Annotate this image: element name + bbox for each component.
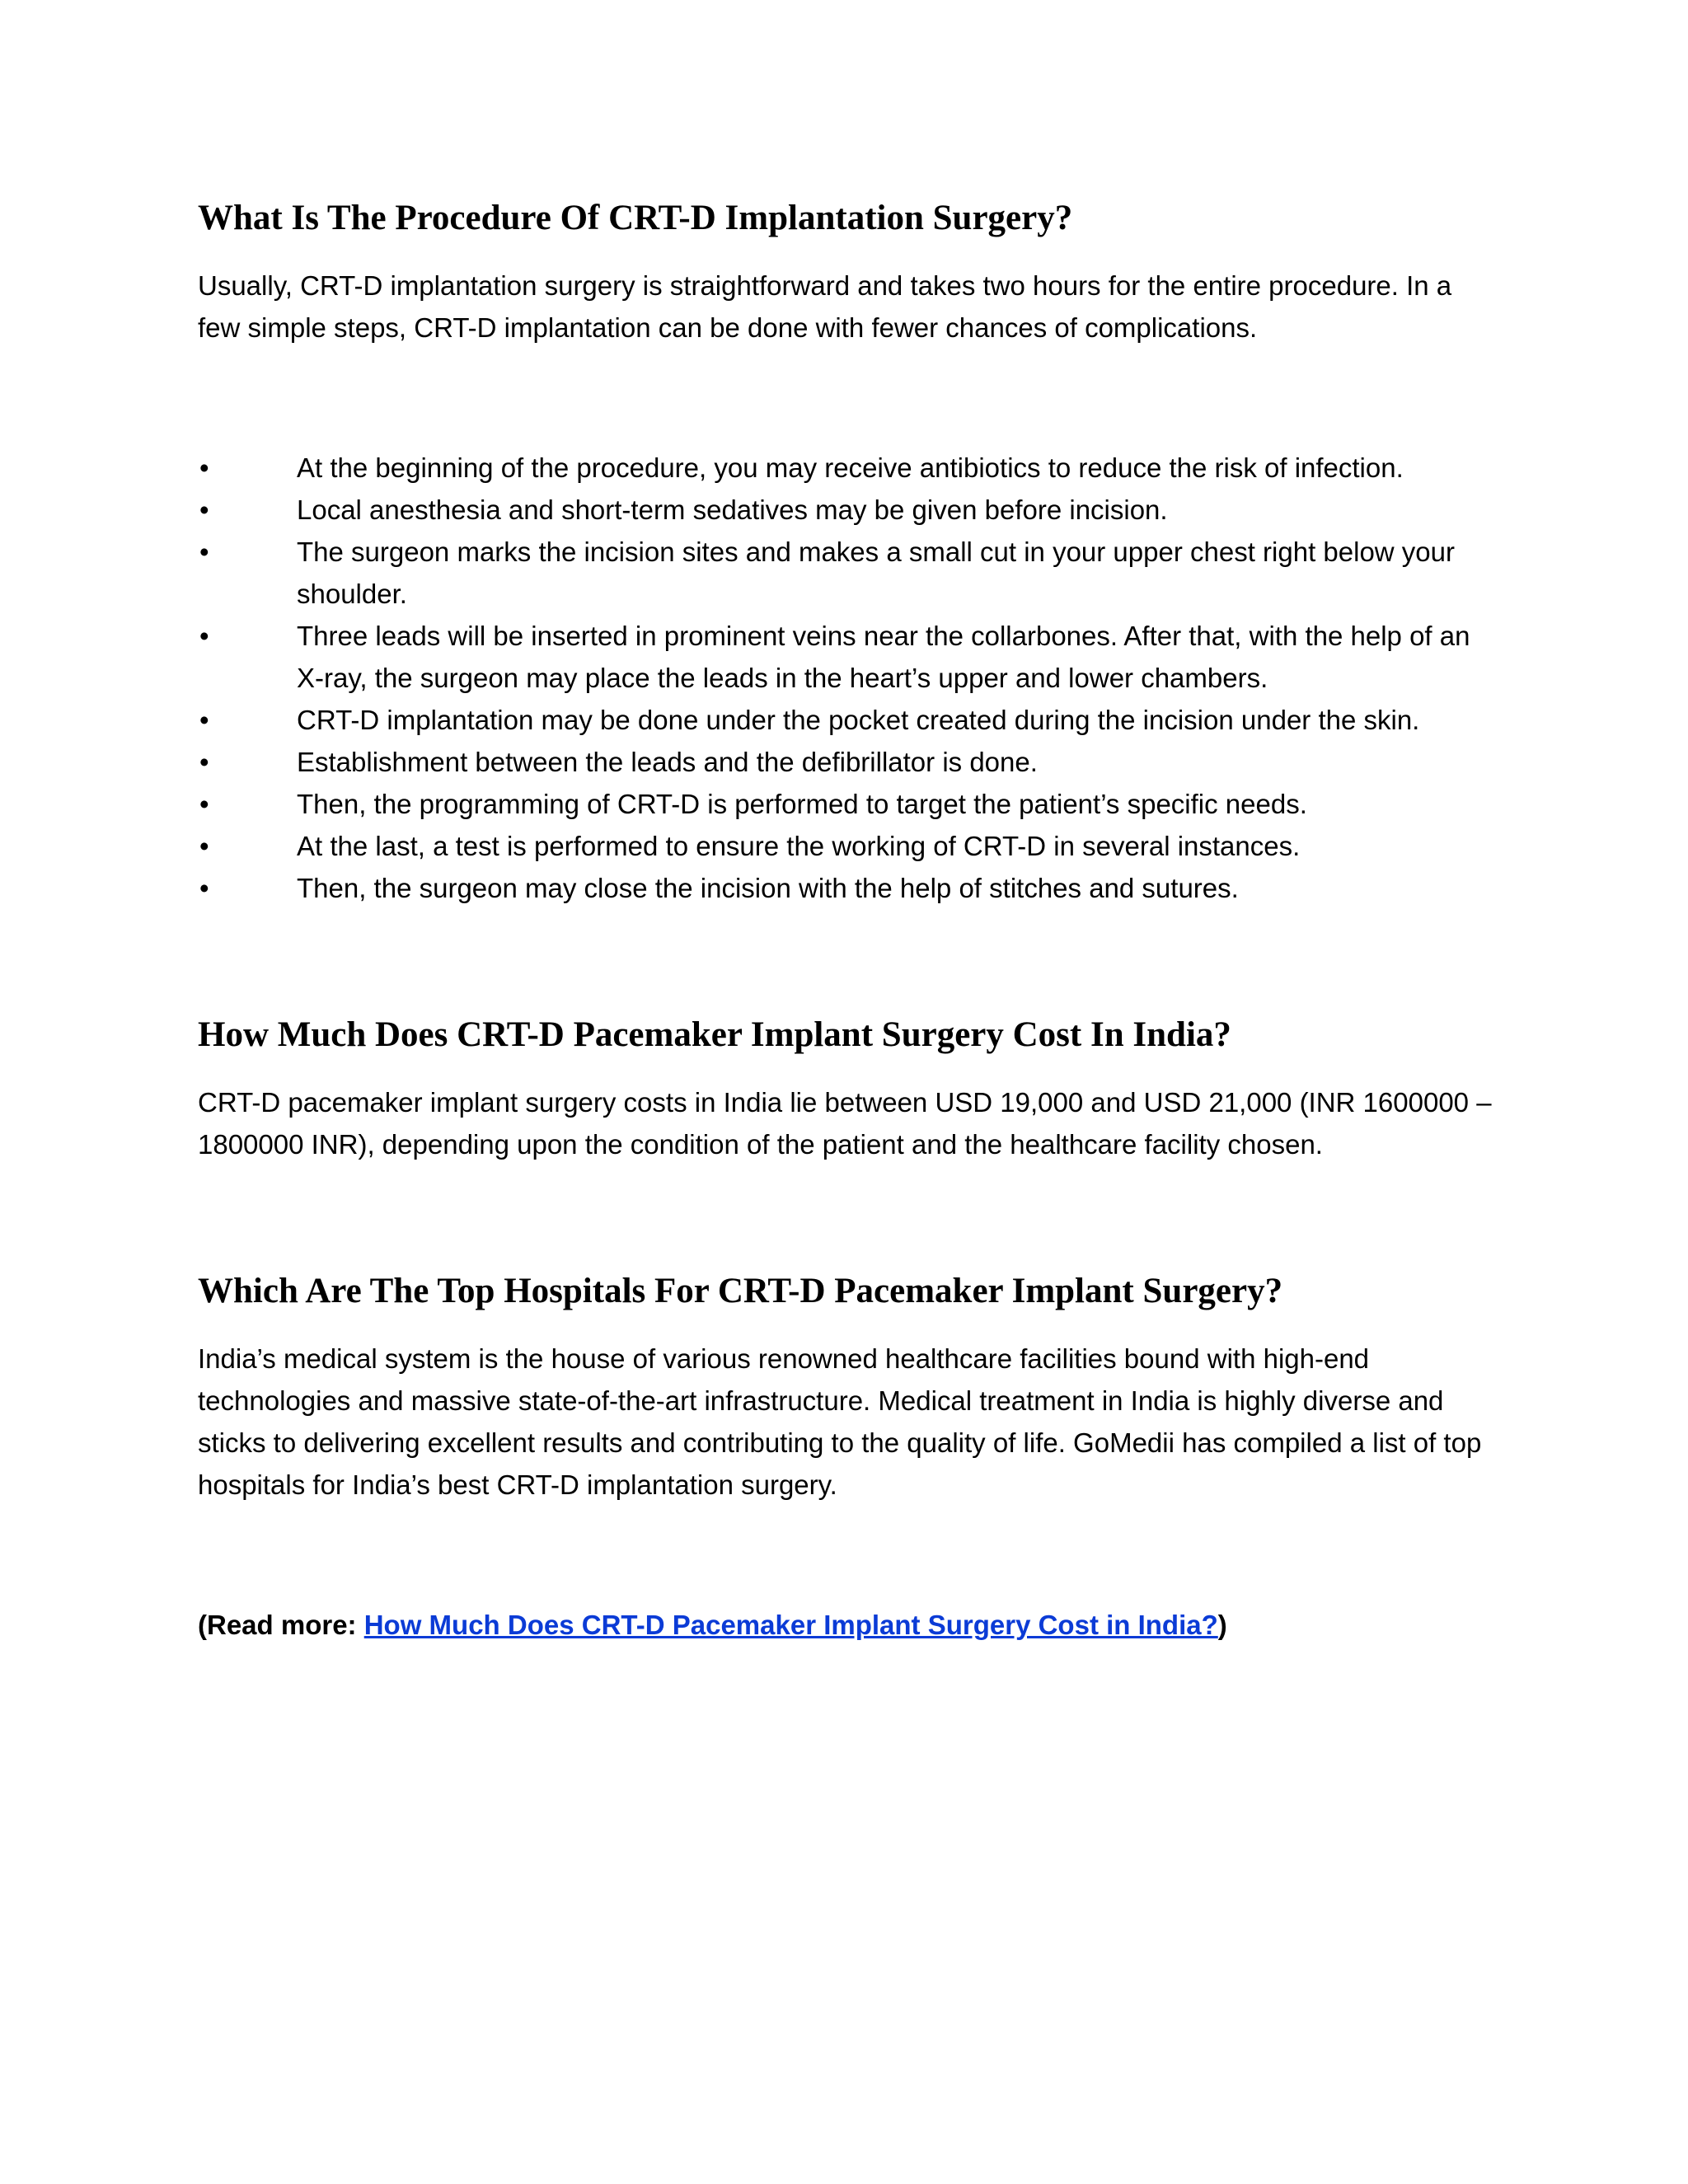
procedure-steps-list <box>198 447 1500 909</box>
step-text: At the beginning of the procedure, you may receive antibiotics to reduce the risk of infection. <box>297 452 1404 483</box>
step-text: Local anesthesia and short-term sedatives may be given before incision. <box>297 494 1168 525</box>
bullet-icon: • <box>199 789 209 819</box>
list-item <box>198 741 1500 783</box>
bullet-icon: • <box>199 452 209 483</box>
step-text: The surgeon marks the incision sites and makes a small cut in your upper chest right below your shoulder. <box>297 537 1455 609</box>
spacer <box>198 1506 1500 1604</box>
step-text: Establishment between the leads and the defibrillator is done. <box>297 747 1038 777</box>
hospitals-paragraph: India’s medical system is the house of various renowned healthcare facilities bound with high-end technologies and massive state-of-the-art infrastructure. Medical treatment in India is highly diverse and sticks to delivering excellent results and contributing to the quality of life. GoMedii has compiled a list of top hospitals for India’s best CRT-D implantation surgery. <box>198 1343 1482 1500</box>
procedure-intro: Usually, CRT-D implantation surgery is straightforward and takes two hours for the entire procedure. In a few simple steps, CRT-D implantation can be done with fewer chances of complications. <box>198 270 1452 343</box>
bullet-icon: • <box>199 621 209 651</box>
step-text: At the last, a test is performed to ensure the working of CRT-D in several instances. <box>297 831 1301 861</box>
list-item <box>198 615 1500 699</box>
bullet-icon: • <box>199 705 209 735</box>
list-item <box>198 531 1500 615</box>
list-item <box>198 825 1500 867</box>
spacer <box>198 349 1500 447</box>
cost-heading: How Much Does CRT-D Pacemaker Implant Surgery Cost In India? <box>198 1015 1231 1054</box>
bullet-icon: • <box>199 494 209 525</box>
read-more-prefix: (Read more: <box>198 1610 364 1640</box>
bullet-icon: • <box>199 831 209 861</box>
bullet-icon: • <box>199 537 209 567</box>
list-item <box>198 867 1500 909</box>
spacer <box>198 909 1500 1010</box>
list-item <box>198 489 1500 531</box>
step-text: Then, the programming of CRT-D is performed to target the patient’s specific needs. <box>297 789 1307 819</box>
bullet-icon: • <box>199 873 209 903</box>
bullet-icon: • <box>199 747 209 777</box>
read-more-suffix: ) <box>1217 1610 1227 1640</box>
step-text: CRT-D implantation may be done under the pocket created during the incision under the skin. <box>297 705 1420 735</box>
step-text: Then, the surgeon may close the incision with the help of stitches and sutures. <box>297 873 1239 903</box>
document-page <box>198 194 1500 1646</box>
step-text: Three leads will be inserted in prominent veins near the collarbones. After that, with the help of an X-ray, the surgeon may place the leads in the heart’s upper and lower chambers. <box>297 621 1470 693</box>
procedure-heading: What Is The Procedure Of CRT-D Implantation Surgery? <box>198 199 1073 237</box>
list-item <box>198 447 1500 489</box>
read-more-line <box>198 1604 1500 1646</box>
spacer <box>198 1165 1500 1267</box>
list-item <box>198 783 1500 825</box>
cost-paragraph: CRT-D pacemaker implant surgery costs in India lie between USD 19,000 and USD 21,000 (INR 1600000 – 1800000 INR), depending upon the condition of the patient and the healthcare facility chosen. <box>198 1087 1492 1160</box>
list-item <box>198 699 1500 741</box>
read-more-link[interactable]: How Much Does CRT-D Pacemaker Implant Surgery Cost in India? <box>363 1610 1218 1640</box>
hospitals-heading: Which Are The Top Hospitals For CRT-D Pacemaker Implant Surgery? <box>198 1272 1283 1310</box>
